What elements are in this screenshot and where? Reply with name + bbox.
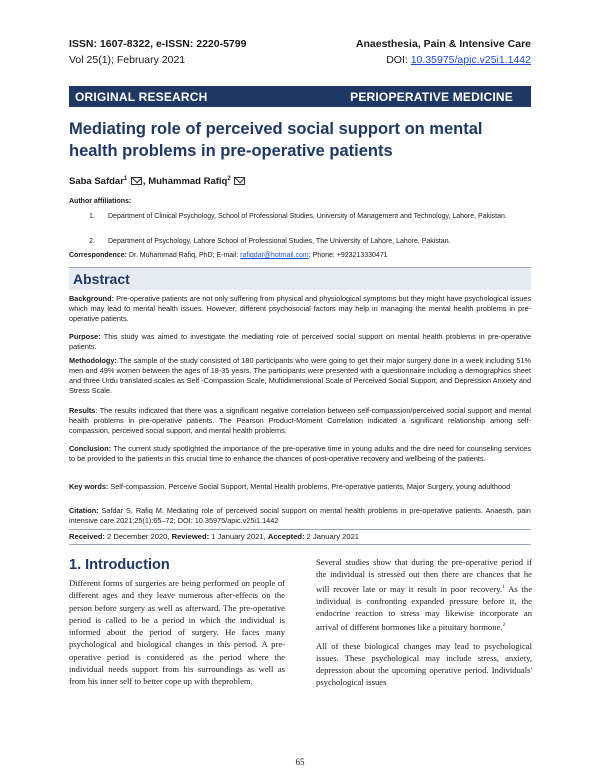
conclusion-text: The current study spotlighted the importance of the pre-operative time in young adults and the dire need for counseling services to be provided to the patients in this crucial time to enhance the chances of post-operative recovery and wellbeing of the patients. <box>69 444 531 463</box>
intro-text: As the individual is confronting expanded pressure before it, the endocrine reaction to stress may likewise incorporate an arrival of different hormones like a pituitary hormone. <box>316 583 533 633</box>
citation-text: Safdar S, Rafiq M. Mediating role of perceived social support on mental health problems in pre-operative patients. Anaesth. pain intensive care 2021;25(1):65–72; DOI: 10.35975/apic.v25i1.1442 <box>69 506 531 525</box>
affiliation-number: 2. <box>89 238 95 245</box>
journal-name: Anaesthesia, Pain & Intensive Care <box>355 38 531 50</box>
doi-link[interactable]: 10.35975/apic.v25i1.1442 <box>410 54 531 66</box>
author-2: Muhammad Rafiq <box>148 176 228 188</box>
author-separator: , <box>142 176 149 188</box>
reviewed-date: 1 January 2021, <box>209 532 268 541</box>
methodology-text: The sample of the study consisted of 180 participants who were going to get their major surgery done in a week including 51% men and 49% women between the ages of 18-35 years. The participants were presented with a questionnaire including a demographics sheet and three Urdu translated scales as Self -Compassion Scale, Multidimensional Scale of Perceived Social Support, and Depression Anxiety and Stress Scale. <box>69 356 531 395</box>
abstract-heading: Abstract <box>69 268 531 290</box>
affiliation-item <box>69 212 531 222</box>
citation-ref[interactable]: 1 <box>502 583 505 590</box>
intro-paragraph: Different forms of surgeries are being performed on people of different ages and they leave numerous after-effects on the person before surgery as well as afterward. The pre-operative period is called to be a period in which the individual is informed about the period of surgery. He faces many psychological and biological changes in this period. A pre-operative period is considered as the period where the individual needs support from his surroundings as well as from his inner self to better cope up with theproblem. <box>69 578 285 687</box>
abstract-keywords <box>69 482 531 492</box>
introduction-heading: 1. Introduction <box>69 557 170 573</box>
abstract-citation <box>69 506 531 526</box>
affiliation-text: Department of Clinical Psychology, School of Professional Studies, University of Management and Technology, Lahore, Pakistan. <box>108 213 507 220</box>
results-label: Results <box>69 406 96 415</box>
author-1: Saba Safdar <box>69 176 124 188</box>
accepted-date: 2 January 2021 <box>304 532 360 541</box>
intro-text: Several studies show that during the pre-operative period if the individual is stressed out then there are chances that he will recover late or may it result in poor recovery. <box>316 557 532 594</box>
correspondence-phone: ; Phone: +923213330471 <box>308 252 388 259</box>
abstract-background <box>69 294 531 324</box>
doi-label: DOI: <box>386 54 408 66</box>
affiliation-text: Department of Psychology, Lahore School of Professional Studies, The University of Lahore, Lahore, Pakistan. <box>108 238 451 245</box>
correspondence-label: Correspondence: <box>69 252 127 259</box>
journal-subheader <box>69 54 531 66</box>
abstract-methodology <box>69 356 531 396</box>
abstract-purpose <box>69 332 531 352</box>
accepted-label: Accepted: <box>267 532 305 541</box>
background-text: Pre-operative patients are not only suffering from physical and physiological symptoms but they might have psychological issues which may lead to mental health issues. However, different psychosocial factors may help in managing the mental health problems in pre-operative patients. <box>69 294 531 323</box>
article-title: Mediating role of perceived social support on mental health problems in pre-operative patients <box>69 120 483 160</box>
envelope-icon[interactable] <box>234 177 245 185</box>
received-dates <box>69 532 531 541</box>
author-2-sup: 2 <box>227 176 231 182</box>
journal-header <box>69 38 531 50</box>
intro-paragraph <box>316 556 532 634</box>
divider <box>69 544 531 545</box>
volume-text: Vol 25(1); February 2021 <box>69 54 186 66</box>
received-date: 2 December 2020, <box>104 532 172 541</box>
abstract-results <box>69 406 531 436</box>
affiliations-heading: Author affiliations: <box>69 198 132 205</box>
body-column-left <box>69 577 285 688</box>
correspondence <box>69 252 531 259</box>
author-1-sup: 1 <box>123 176 128 182</box>
page-number: 65 <box>295 757 305 767</box>
received-label: Received: <box>69 532 105 541</box>
keywords-text: Self-compassion, Perceive Social Support, Mental Health problems, Pre-operative patients, Major Surgery, young adulthood <box>108 482 511 491</box>
section-band <box>69 86 531 107</box>
reviewed-label: Reviewed: <box>171 532 210 541</box>
intro-paragraph: All of these biological changes may lead to psychological issues. These psychological may include stress, anxiety, depression about the upcoming operative period. Individuals' psychological issues <box>316 640 532 688</box>
divider <box>69 529 531 530</box>
citation-label: Citation: <box>69 506 99 515</box>
correspondence-email-link[interactable]: rafiqdar@hotmail.com <box>240 252 309 259</box>
affiliation-number: 1. <box>89 213 95 220</box>
results-text: : The results indicated that there was a significant negative correlation between self-compassion/perceived social support and mental health problems in pre-operative patients. The Pearson Product-Moment Correlation indicated a significant relationship among self-compassion, perceived social support, and mental health problems. <box>69 406 531 435</box>
keywords-label: Key words: <box>69 482 109 491</box>
article-category: PERIOPERATIVE MEDICINE <box>350 89 513 104</box>
background-label: Background: <box>69 294 114 303</box>
affiliation-item <box>69 237 531 247</box>
methodology-label: Methodology: <box>69 356 117 365</box>
envelope-icon[interactable] <box>131 177 142 185</box>
body-column-right <box>316 556 532 689</box>
abstract-conclusion <box>69 444 531 464</box>
author-list <box>69 176 246 187</box>
citation-ref[interactable]: 2 <box>502 622 506 629</box>
issn-text: ISSN: 1607-8322, e-ISSN: 2220-5799 <box>69 38 247 50</box>
article-type: ORIGINAL RESEARCH <box>75 89 208 104</box>
purpose-text: This study was aimed to investigate the mediating role of perceived social support on mental health problems in pre-operative patients. <box>69 332 531 351</box>
doi <box>386 54 531 66</box>
purpose-label: Purpose: <box>69 332 101 341</box>
conclusion-label: Conclusion: <box>69 444 112 453</box>
correspondence-text: Dr. Muhammad Rafiq, PhD; E-mail: <box>126 252 241 259</box>
